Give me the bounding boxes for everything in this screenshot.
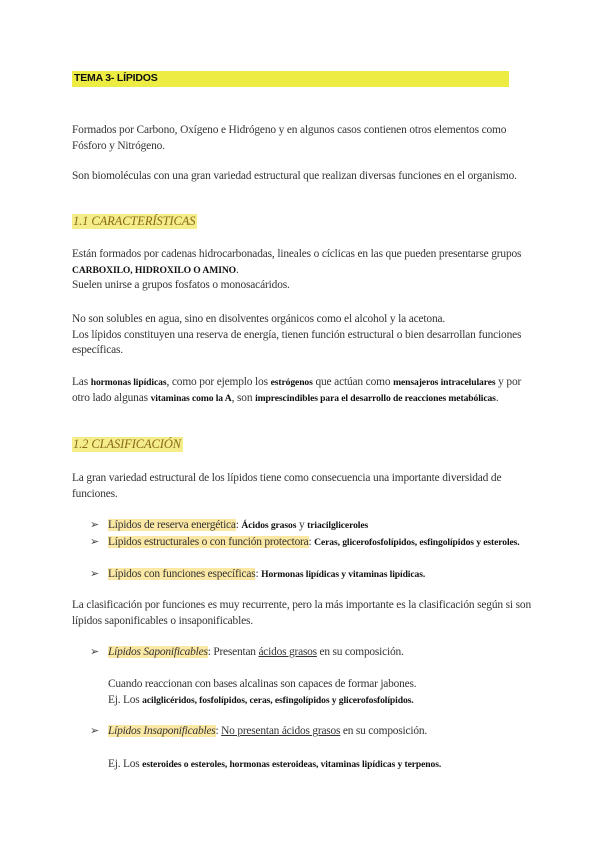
intro-paragraph-2: Son biomoléculas con una gran variedad estructural que realizan diversas funciones en el organismo.	[72, 170, 517, 182]
list-item: Lípidos de reserva energética: Ácidos grasos y triacilgliceroles	[108, 519, 369, 531]
section-heading-clasificacion: 1.2 CLASIFICACIÓN	[73, 437, 182, 451]
list-item-insaponificables: Lípidos Insaponificables: No presentan ácidos grasos en su composición.	[108, 725, 427, 737]
arrow-bullet-icon: ➢	[90, 725, 100, 737]
list-item: Lípidos estructurales o con función protectora: Ceras, glicerofosfolípidos, esfingolípidos y esteroles.	[108, 536, 520, 548]
section-heading-caracteristicas: 1.1 CARACTERÍSTICAS	[73, 214, 196, 228]
clasificacion-paragraph-2: La clasificación por funciones es muy recurrente, pero la más importante es la clasificación según si son lípidos saponificables o insaponificables.	[72, 599, 532, 627]
insaponificables-example: Ej. Los esteroides o esteroles, hormonas esteroideas, vitaminas lipídicas y terpenos.	[108, 758, 442, 770]
page-title: TEMA 3- LÍPIDOS	[74, 72, 158, 84]
intro-paragraph-1: Formados por Carbono, Oxígeno e Hidrógeno y en algunos casos contienen otros elementos como Fósforo y Nitrógeno.	[72, 124, 507, 152]
caracteristicas-paragraph-3: Las hormonas lipídicas, como por ejemplo los estrógenos que actúan como mensajeros intracelulares y por otro lado algunas vitaminas como la A, son imprescindibles para el desarrollo de reacciones metabólicas.	[72, 376, 522, 404]
list-item: Lípidos con funciones específicas: Hormonas lipídicas y vitaminas lipídicas.	[108, 568, 426, 580]
saponificables-description: Cuando reaccionan con bases alcalinas son capaces de formar jabones.	[108, 678, 417, 690]
clasificacion-paragraph-1: La gran variedad estructural de los lípidos tiene como consecuencia una importante diversidad de funciones.	[72, 472, 502, 500]
saponificables-example: Ej. Los acilglicéridos, fosfolípidos, ceras, esfingolípidos y glicerofosfolípidos.	[108, 694, 414, 706]
list-item-saponificables: Lípidos Saponificables: Presentan ácidos grasos en su composición.	[108, 646, 404, 658]
caracteristicas-paragraph-2: No son solubles en agua, sino en disolventes orgánicos como el alcohol y la acetona. Los lípidos constituyen una reserva de energía, tienen función estructural o bien desarrollan funciones específicas.	[72, 313, 522, 356]
caracteristicas-paragraph-1: Están formados por cadenas hidrocarbonadas, lineales o cíclicas en las que pueden presentarse grupos CARBOXILO, HIDROXILO O AMINO. Suelen unirse a grupos fosfatos o monosacáridos.	[72, 248, 522, 291]
arrow-bullet-icon: ➢	[90, 568, 100, 580]
arrow-bullet-icon: ➢	[90, 519, 100, 531]
arrow-bullet-icon: ➢	[90, 646, 100, 658]
arrow-bullet-icon: ➢	[90, 536, 100, 548]
